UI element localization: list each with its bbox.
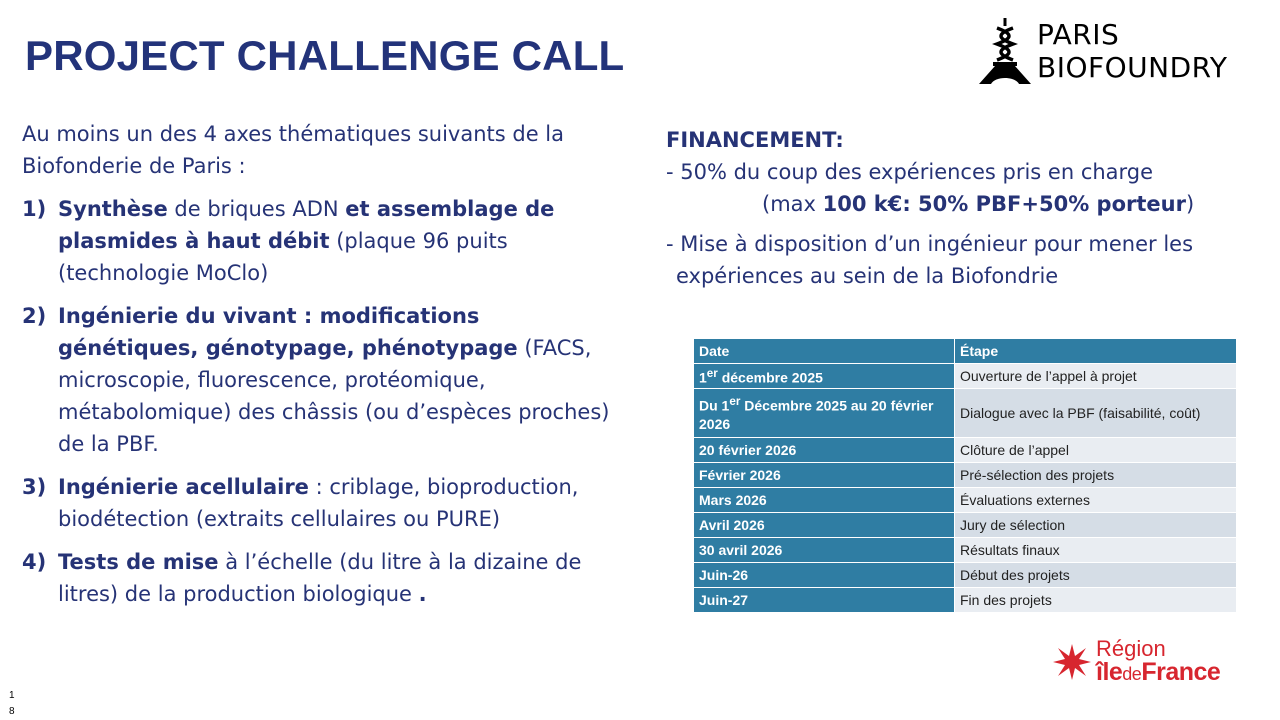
date-part: Décembre 2025 au 20 février 2026: [699, 397, 934, 433]
date-cell: Avril 2026: [694, 513, 955, 538]
item-bold-text: Ingénierie acellulaire: [58, 475, 309, 499]
etape-cell: Jury de sélection: [955, 513, 1237, 538]
item-number: 1): [22, 197, 47, 221]
logo-line-biofoundry: BIOFOUNDRY: [1037, 51, 1228, 84]
table-row: [694, 364, 1237, 389]
list-item: [22, 546, 612, 610]
item-text: (FACS, microscopie, fluorescence, protéomique, métabolomique) des châssis (ou d’espèces proches) de la PBF.: [58, 336, 610, 456]
slide-number-digit: 8: [9, 706, 15, 717]
etape-cell: Début des projets: [955, 563, 1237, 588]
etape-cell: Clôture de l’appel: [955, 438, 1237, 463]
item-text: de briques ADN: [167, 197, 346, 221]
date-cell: Mars 2026: [694, 488, 955, 513]
logo-iledefrance-text: [1096, 658, 1220, 687]
table-row: [694, 463, 1237, 488]
table-row: [694, 438, 1237, 463]
financement-line-engineer-cont: expériences au sein de la Biofondrie: [676, 264, 1059, 288]
item-bold-text: et assemblage de plasmides à haut débit: [58, 197, 555, 253]
date-part: 1: [699, 369, 707, 386]
table-row: [694, 563, 1237, 588]
etape-cell: Résultats finaux: [955, 538, 1237, 563]
list-item: [22, 300, 612, 460]
logo-de: de: [1122, 664, 1142, 684]
item-bold-text: Tests de mise: [58, 550, 219, 574]
date-cell: Juin-27: [694, 588, 955, 613]
date-part: décembre 2025: [717, 369, 823, 386]
region-ile-de-france-logo: [1052, 634, 1252, 694]
date-superscript: er: [706, 366, 718, 380]
dna-eiffel-tower-icon: [975, 16, 1035, 86]
financement-line-max: [666, 188, 1246, 220]
logo-france: France: [1141, 658, 1221, 686]
table-row: [694, 538, 1237, 563]
etape-cell: Ouverture de l’appel à projet: [955, 364, 1237, 389]
item-bold-text: .: [418, 582, 427, 606]
date-cell: Juin-26: [694, 563, 955, 588]
item-number: 4): [22, 550, 47, 574]
date-part: Du 1: [699, 397, 730, 414]
date-cell: [694, 389, 955, 438]
page-title: PROJECT CHALLENGE CALL: [25, 32, 625, 79]
item-bold-text: Ingénierie du vivant : modifications génétiques, génotypage, phénotypage: [58, 304, 518, 360]
item-text: à l’échelle (du litre à la dizaine de litres) de la production biologique: [58, 550, 582, 606]
table-row: [694, 588, 1237, 613]
financement-line-engineer: - Mise à disposition d’un ingénieur pour mener les: [666, 232, 1194, 256]
financement-heading: FINANCEMENT:: [666, 128, 844, 152]
date-superscript: er: [729, 394, 741, 408]
etape-cell: Fin des projets: [955, 588, 1237, 613]
max-amount: 100 k€: 50% PBF+50% porteur: [822, 192, 1186, 216]
list-item: [22, 471, 612, 535]
date-cell: 20 février 2026: [694, 438, 955, 463]
slide-number: [9, 688, 17, 720]
date-cell: [694, 364, 955, 389]
financement-section: [666, 124, 1246, 292]
thematic-axes-section: [22, 118, 612, 621]
table-row: [694, 513, 1237, 538]
date-cell: 30 avril 2026: [694, 538, 955, 563]
item-number: 2): [22, 304, 47, 328]
list-item: [22, 193, 612, 289]
item-bold-text: Synthèse: [58, 197, 168, 221]
financement-line-cost: - 50% du coup des expériences pris en charge: [666, 160, 1154, 184]
logo-line-paris: PARIS: [1037, 18, 1120, 51]
column-header-date: Date: [694, 339, 955, 364]
etape-cell: Pré-sélection des projets: [955, 463, 1237, 488]
logo-region-text: Région: [1096, 636, 1166, 661]
max-suffix: ): [1185, 192, 1195, 216]
item-text: (plaque 96 puits (technologie MoClo): [58, 229, 508, 285]
item-number: 3): [22, 475, 47, 499]
max-prefix: (max: [762, 192, 823, 216]
table-row: [694, 389, 1237, 438]
table-row: [694, 488, 1237, 513]
axes-list: [22, 193, 612, 610]
date-cell: Février 2026: [694, 463, 955, 488]
schedule-table: [693, 338, 1237, 613]
table-header-row: [694, 339, 1237, 364]
slide-number-digit: 1: [9, 690, 15, 701]
axes-intro: Au moins un des 4 axes thématiques suivants de la Biofonderie de Paris :: [22, 122, 565, 178]
paris-biofoundry-logo: [975, 16, 1250, 88]
etape-cell: Évaluations externes: [955, 488, 1237, 513]
column-header-etape: Étape: [955, 339, 1237, 364]
logo-ile: île: [1096, 658, 1123, 686]
star-burst-icon: [1052, 642, 1092, 682]
etape-cell: Dialogue avec la PBF (faisabilité, coût): [955, 389, 1237, 438]
item-text: : criblage, bioproduction, biodétection (extraits cellulaires ou PURE): [58, 475, 579, 531]
